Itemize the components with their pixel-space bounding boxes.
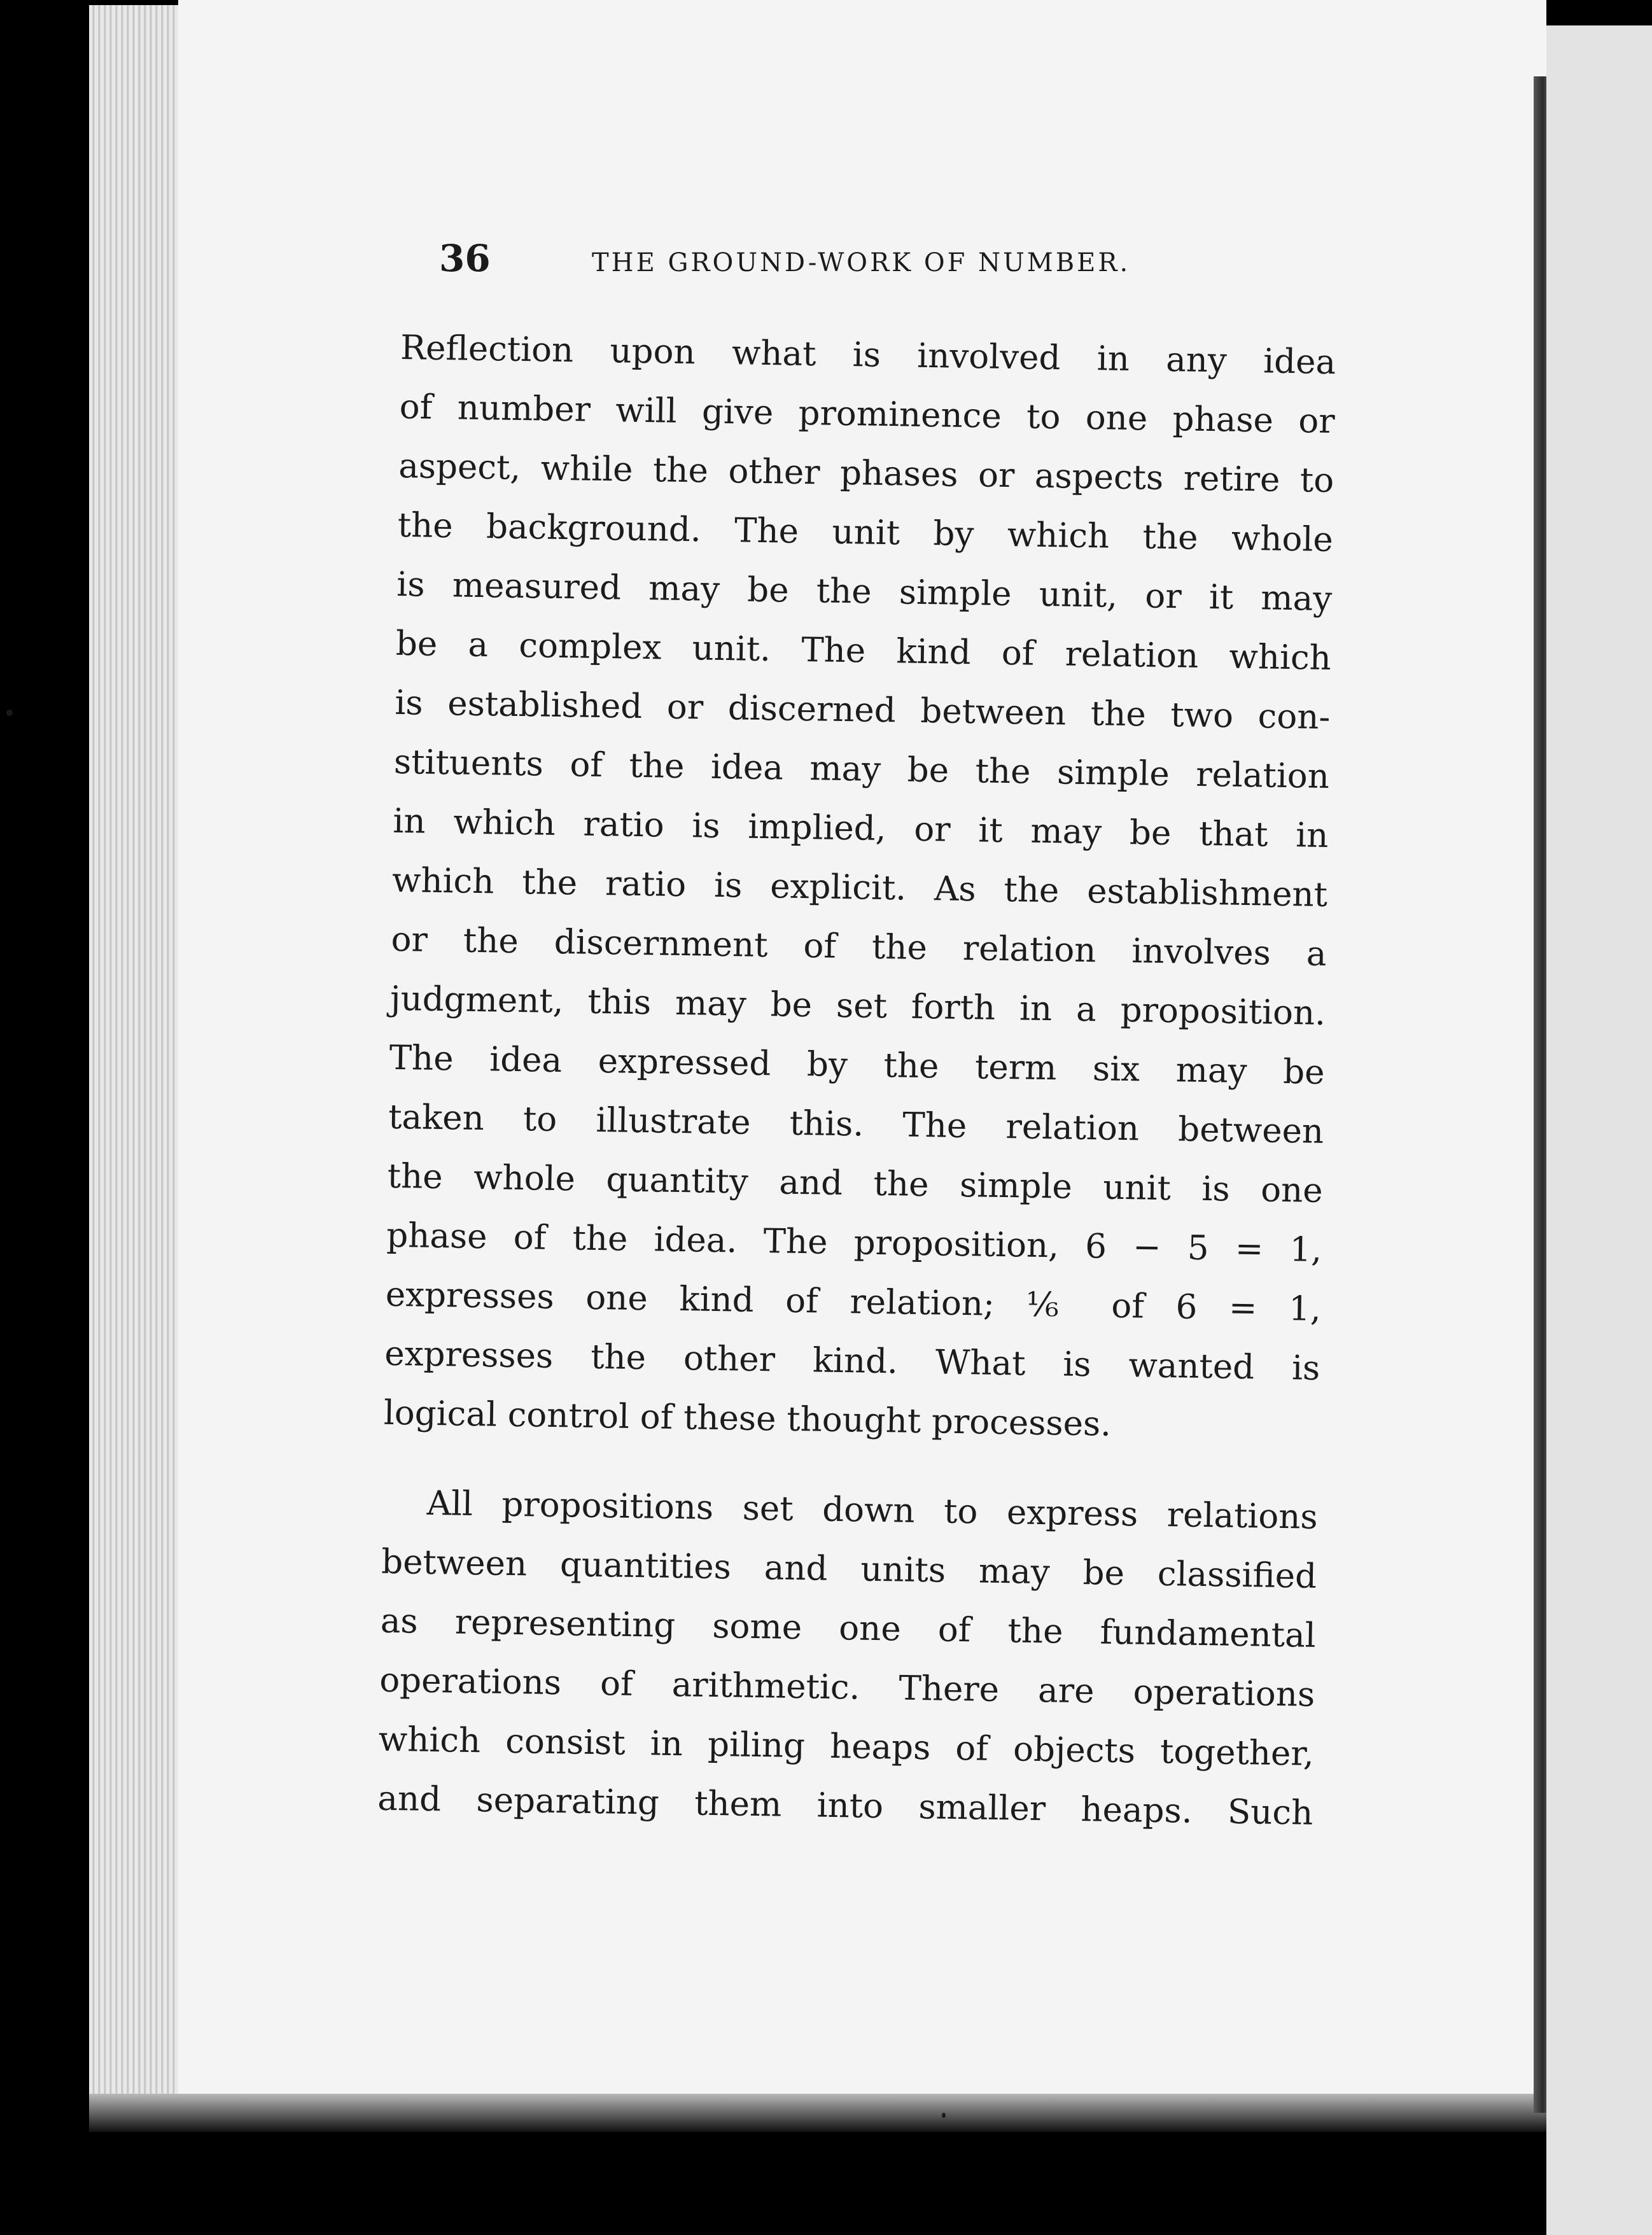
text-line: in which ratio is implied, or it may be that in — [393, 801, 1329, 855]
text-line: operations of arithmetic. There are operations — [379, 1660, 1315, 1714]
text-line: aspect, while the other phases or aspects retire to — [398, 446, 1334, 501]
paragraph — [377, 1473, 1319, 1843]
text-line: the background. The unit by which the whole — [397, 505, 1334, 560]
text-line: of number will give prominence to one phase or — [399, 387, 1336, 442]
text-line: be a complex unit. The kind of relation which — [395, 624, 1332, 678]
text-line: taken to illustrate this. The relation between — [388, 1097, 1324, 1151]
text-line: as representing some one of the fundamental — [380, 1601, 1317, 1655]
text-line: Reflection upon what is involved in any idea — [400, 328, 1336, 382]
scan-speck — [6, 710, 13, 716]
text-line: or the discernment of the relation involves a — [391, 920, 1327, 974]
text-line: judgment, this may be set forth in a proposition. — [389, 979, 1326, 1033]
text-line: which consist in piling heaps of objects together, — [378, 1720, 1315, 1774]
page-number: 36 — [439, 237, 491, 280]
scan-speck — [942, 2113, 946, 2118]
body-text — [377, 318, 1336, 1843]
text-line: is established or discerned between the two con- — [395, 683, 1331, 738]
running-head — [439, 237, 1196, 288]
text-line: and separating them into smaller heaps. Such — [377, 1779, 1313, 1833]
text-line: All propositions set down to express relations — [426, 1483, 1319, 1537]
text-line: the whole quantity and the simple unit is one — [387, 1156, 1324, 1210]
text-line: between quantities and units may be classified — [381, 1542, 1317, 1596]
text-line: which the ratio is explicit. As the establishment — [391, 860, 1328, 914]
text-line: The idea expressed by the term six may be — [389, 1038, 1326, 1092]
page-bottom-shadow — [89, 2094, 1546, 2132]
running-head-title: THE GROUND-WORK OF NUMBER. — [592, 248, 1131, 277]
text-line: expresses the other kind. What is wanted is — [384, 1334, 1320, 1388]
page-edge-stack — [89, 5, 186, 2099]
text-line: logical control of these thought processes. — [383, 1393, 1112, 1444]
facing-page-sliver — [1546, 25, 1652, 2235]
paragraph — [383, 318, 1336, 1457]
text-line: expresses one kind of relation; ⅙ of 6 = 1, — [385, 1275, 1322, 1329]
text-line: phase of the idea. The proposition, 6 − 5 = 1, — [386, 1216, 1322, 1270]
text-line: is measured may be the simple unit, or it may — [396, 564, 1333, 619]
text-line: stituents of the idea may be the simple relation — [393, 742, 1330, 796]
